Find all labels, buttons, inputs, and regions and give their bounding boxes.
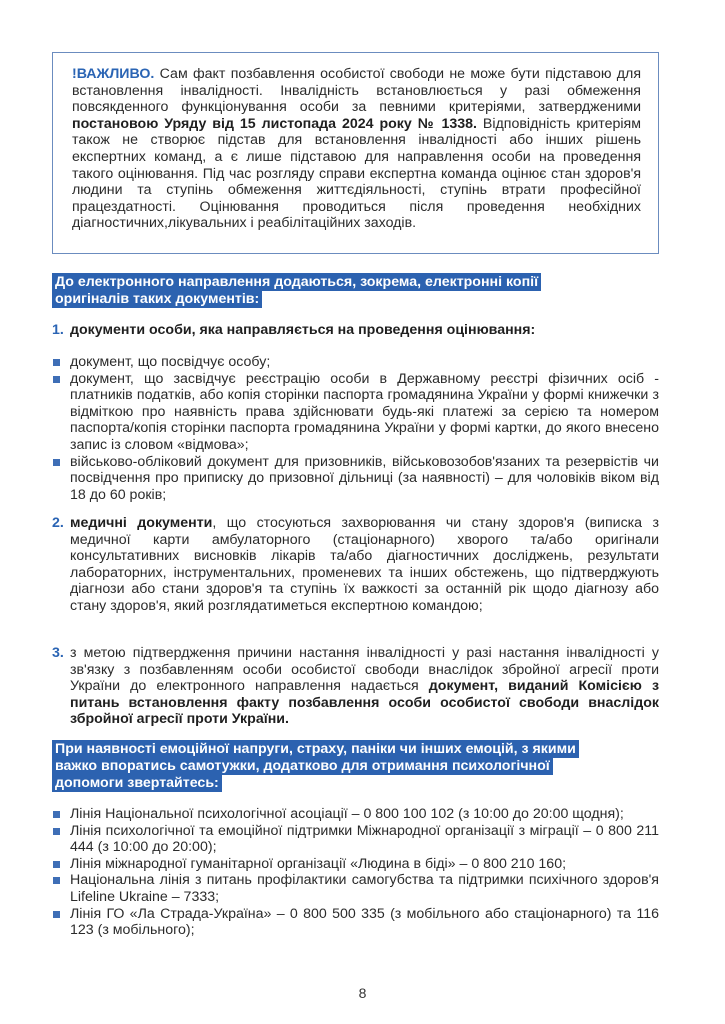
item-number: 3. <box>52 645 64 661</box>
square-bullet-icon <box>52 806 70 823</box>
list-item: документ, що засвідчує реєстрацію особи в Державному реєстрі фізичних осіб - платників податків, або копія сторінки паспорта громадянина України у формі книжечки з відміткою про наявність права здійснювати будь-які платежі за серією та номером паспорта/копія сторінки паспорта громадянина України у формі картки, до якого внесено запис із словом «відмова»; <box>52 371 659 454</box>
item-number: 2. <box>52 515 64 531</box>
page-number: 8 <box>358 985 367 1001</box>
square-bullet-icon <box>52 354 70 371</box>
square-bullet-icon <box>52 872 70 905</box>
numbered-item-3: 3. з метою підтвердження причини настання інвалідності у разі настання інвалідності у зв'язку з позбавленням особи особистої свободи внаслідок збройної агресії проти України до електронного направлення надається документ, виданий Комісією з питань встановлення факту позбавлення особи особистої свободи внаслідок збройної агресії проти України. <box>52 645 659 728</box>
important-label: !ВАЖЛИВО. <box>72 66 155 82</box>
important-notice-box <box>52 52 659 254</box>
helpline-item: Лінія психологічної та емоційної підтримки Міжнародної організації з міграції – 0 800 211 444 (з 10:00 до 20:00); <box>52 823 659 856</box>
numbered-item-1: 1. документи особи, яка направляється на проведення оцінювання: <box>52 322 536 338</box>
square-bullet-icon <box>52 906 70 939</box>
helpline-item: Національна лінія з питань профілактики самогубства та підтримки психічного здоров'я Lifeline Ukraine – 7333; <box>52 872 659 905</box>
list-item: військово-обліковий документ для призовників, військовозобов'язаних та резервістів чи посвідчення про приписку до призовної дільниці (за наявності) – для чоловіків віком від 18 до 60 років; <box>52 454 659 504</box>
resolution-reference: постановою Уряду від 15 листопада 2024 року № 1338. <box>72 115 477 132</box>
numbered-item-2: 2. медичні документи, що стосуються захворювання чи стану здоров'я (виписка з медичної карти амбулаторного (стаціонарного) хворого та/або оригінали консультативних висновків лікарів та/або діагностичних досліджень, результати лабораторних, інструментальних, променевих та інших обстежень, що підтверджують діагнози або стани здоров'я та ступінь їх важкості за останній рік щодо діагнозу або стану здоров'я, який розглядатиметься експертною командою; <box>52 515 659 614</box>
helpline-list <box>52 806 659 939</box>
helpline-item: Лінія Національної психологічної асоціації – 0 800 100 102 (з 10:00 до 20:00 щодня); <box>52 806 659 823</box>
square-bullet-icon <box>52 454 70 504</box>
square-bullet-icon <box>52 856 70 873</box>
section-heading-psychological-help: При наявності емоційної напруги, страху, паніки чи інших емоцій, з якими важко впоратись самотужки, додатково для отримання психологічної допомоги звертайтесь: <box>52 741 597 792</box>
square-bullet-icon <box>52 823 70 856</box>
list-item: документ, що посвідчує особу; <box>52 354 659 371</box>
item-number: 1. <box>52 322 64 338</box>
helpline-item: Лінія ГО «Ла Страда-Україна» – 0 800 500 335 (з мобільного або стаціонарного) та 116 123 (з мобільного); <box>52 906 659 939</box>
section-heading-documents: До електронного направлення додаються, зокрема, електронні копії оригіналів таких документів: <box>52 274 597 308</box>
helpline-item: Лінія міжнародної гуманітарної організації «Людина в біді» – 0 800 210 160; <box>52 856 659 873</box>
important-notice-text: !ВАЖЛИВО. Сам факт позбавлення особистої свободи не може бути підставою для встановлення інвалідності. Інвалідність встановлюється у разі обмеження повсякденного функціонування особи за певними критеріями, затвердженими постановою Уряду від 15 листопада 2024 року № 1338. Відповідність критеріям також не створює підстав для встановлення інвалідності або інших рішень експертних команд, а є лише підставою для направлення особи на проведення такого оцінювання. Під час розгляду справи експертна команда оцінює стан здоров'я людини та ступінь обмеження життєдіяльності, ступінь втрати професійної працездатності. Оцінювання проводиться після проведення необхідних діагностичних,лікувальних і реабілітаційних заходів. <box>72 66 641 232</box>
personal-documents-list <box>52 354 659 503</box>
square-bullet-icon <box>52 371 70 454</box>
